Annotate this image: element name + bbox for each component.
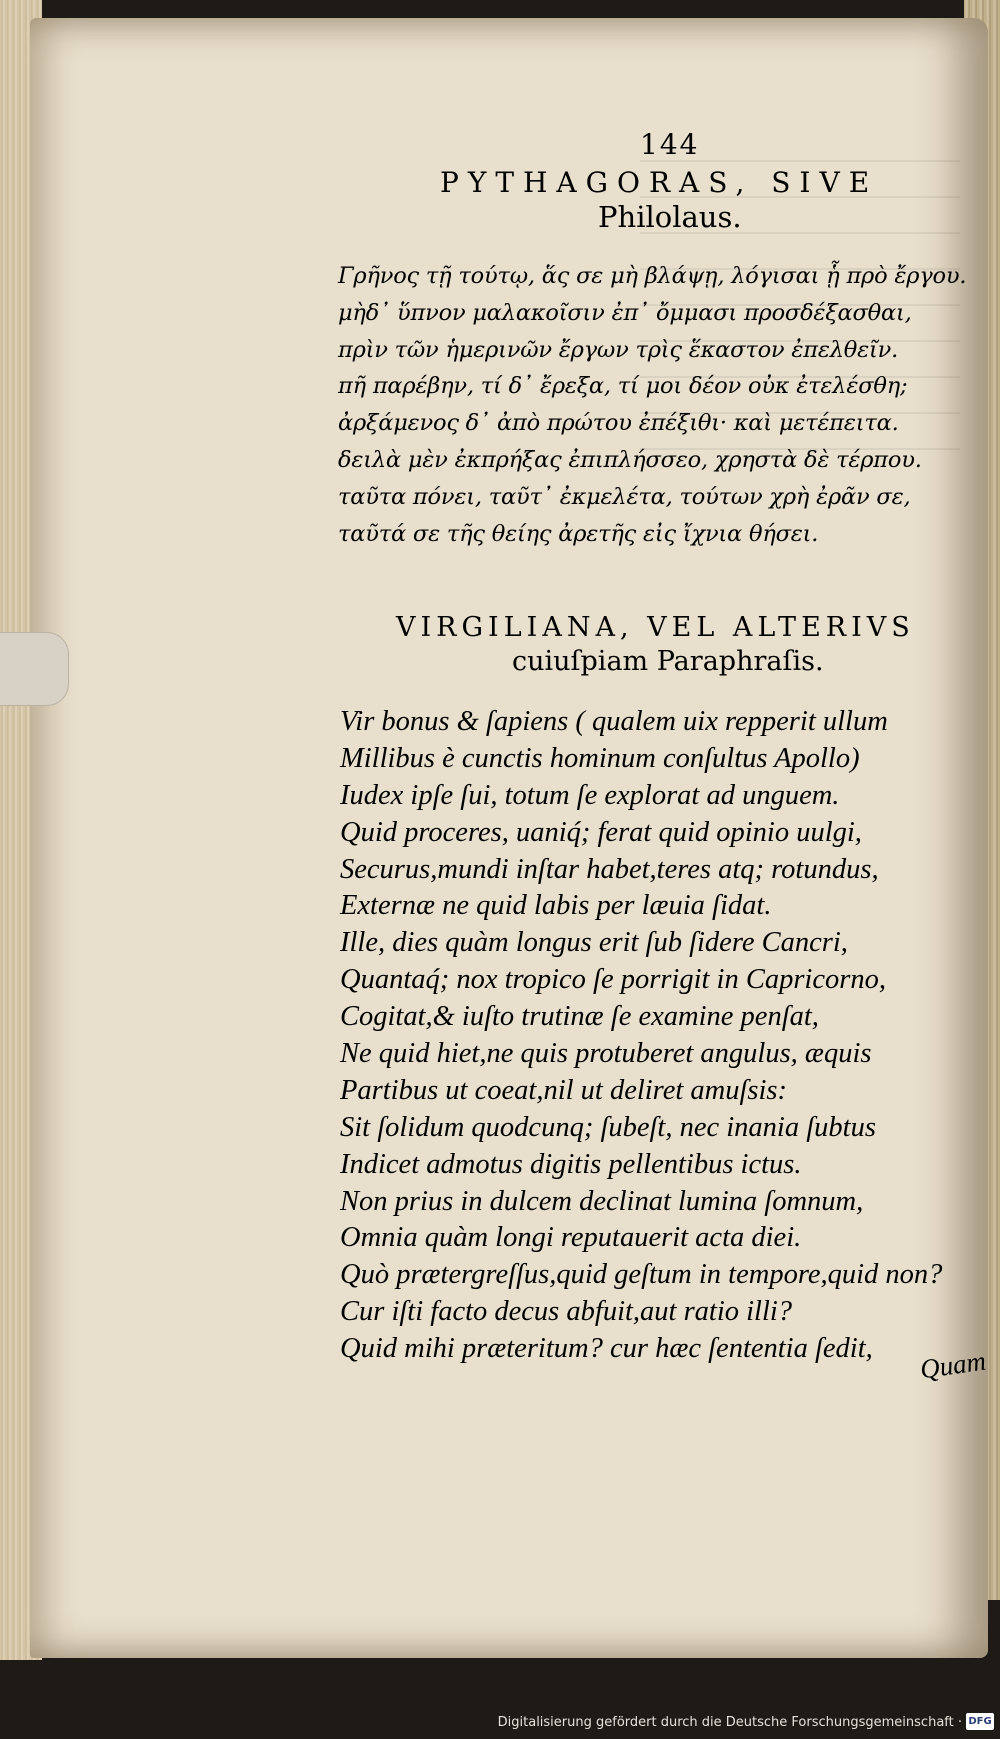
dfg-logo-icon <box>966 1713 994 1730</box>
latin-line: Externæ ne quid labis per læuia ſidat. <box>340 890 772 922</box>
greek-line: πῆ παρέβην, τί δ᾽ ἔρεξα, τί μοι δέον οὐκ ἐτελέσθη; <box>338 373 908 400</box>
greek-line: Γρῆνος τῇ τούτῳ, ἅς σε μὴ βλάψῃ, λόγισαι ᾗ πρὸ ἔργου. <box>338 263 967 289</box>
greek-line: μὴδ᾽ ὕπνον μαλακοῖσιν ἐπ᾽ ὄμμασι προσδέξασθαι, <box>338 299 912 326</box>
latin-line: Millibus è cunctis hominum conſultus Apollo) <box>340 742 860 774</box>
running-title-subtitle: Philolaus. <box>598 200 742 234</box>
running-title: PYTHAGORAS, SIVE <box>440 166 879 199</box>
section-heading: VIRGILIANA, VEL ALTERIVS <box>396 612 915 643</box>
latin-line: Cogitat,& iuſto trutinæ ſe examine penſat, <box>340 1001 819 1033</box>
latin-line: Sit ſolidum quodcunq; ſubeſt, nec inania ſubtus <box>340 1111 876 1143</box>
greek-verse-block <box>338 258 978 552</box>
bookmark-tab <box>0 632 69 706</box>
greek-line: ταῦτά σε τῆς θείης ἀρετῆς εἰς ἴχνια θήσει. <box>338 520 819 547</box>
page-number: 144 <box>640 128 700 161</box>
greek-line: ταῦτα πόνει, ταῦτ᾽ ἐκμελέτα, τούτων χρὴ ἐρᾶν σε, <box>338 483 911 510</box>
latin-line: Partibus ut coeat,nil ut deliret amuſsis: <box>340 1074 787 1106</box>
latin-line: Quid mihi præteritum? cur hæc ſententia ſedit, <box>340 1333 873 1365</box>
greek-line: δειλὰ μὲν ἐκπρήξας ἐπιπλήσσεο, χρηστὰ δὲ τέρπου. <box>338 446 922 473</box>
latin-line: Securus,mundi inſtar habet,teres atq; rotundus, <box>340 853 879 885</box>
latin-verse-block <box>340 704 942 1368</box>
funding-credit: Digitalisierung gefördert durch die Deutsche Forschungsgemeinschaft · <box>497 1715 962 1730</box>
latin-line: Vir bonus & ſapiens ( qualem uix repperit ullum <box>340 706 888 737</box>
latin-line: Quò prætergreſſus,quid geſtum in tempore,quid non? <box>340 1259 943 1291</box>
latin-line: Quid proceres, uaniq́; ferat quid opinio uulgi, <box>340 816 862 848</box>
greek-line: ἀρξάμενος δ᾽ ἀπὸ πρώτου ἐπέξιθι· καὶ μετέπειτα. <box>338 410 899 437</box>
latin-line: Indicet admotus digitis pellentibus ictus. <box>340 1148 802 1180</box>
latin-line: Non prius in dulcem declinat lumina ſomnum, <box>340 1185 864 1217</box>
latin-line: Iudex ipſe ſui, totum ſe explorat ad unguem. <box>340 779 840 811</box>
latin-line: Quantaq́; nox tropico ſe porrigit in Capricorno, <box>340 964 886 996</box>
section-subheading: cuiuſpiam Paraphraſis. <box>512 646 824 677</box>
latin-line: Omnia quàm longi reputauerit acta diei. <box>340 1222 802 1254</box>
latin-line: Ille, dies quàm longus erit ſub ſidere Cancri, <box>340 927 848 959</box>
latin-line: Ne quid hiet,ne quis protuberet angulus, æquis <box>340 1038 872 1070</box>
latin-line: Cur iſti facto decus abfuit,aut ratio illi? <box>340 1296 793 1328</box>
greek-line: πρὶν τῶν ἡμερινῶν ἔργων τρὶς ἕκαστον ἐπελθεῖν. <box>338 336 899 363</box>
dfg-logo-text: DFG <box>968 1716 992 1727</box>
catchword: Quam <box>918 1345 988 1385</box>
digitization-footer <box>0 1706 1000 1739</box>
